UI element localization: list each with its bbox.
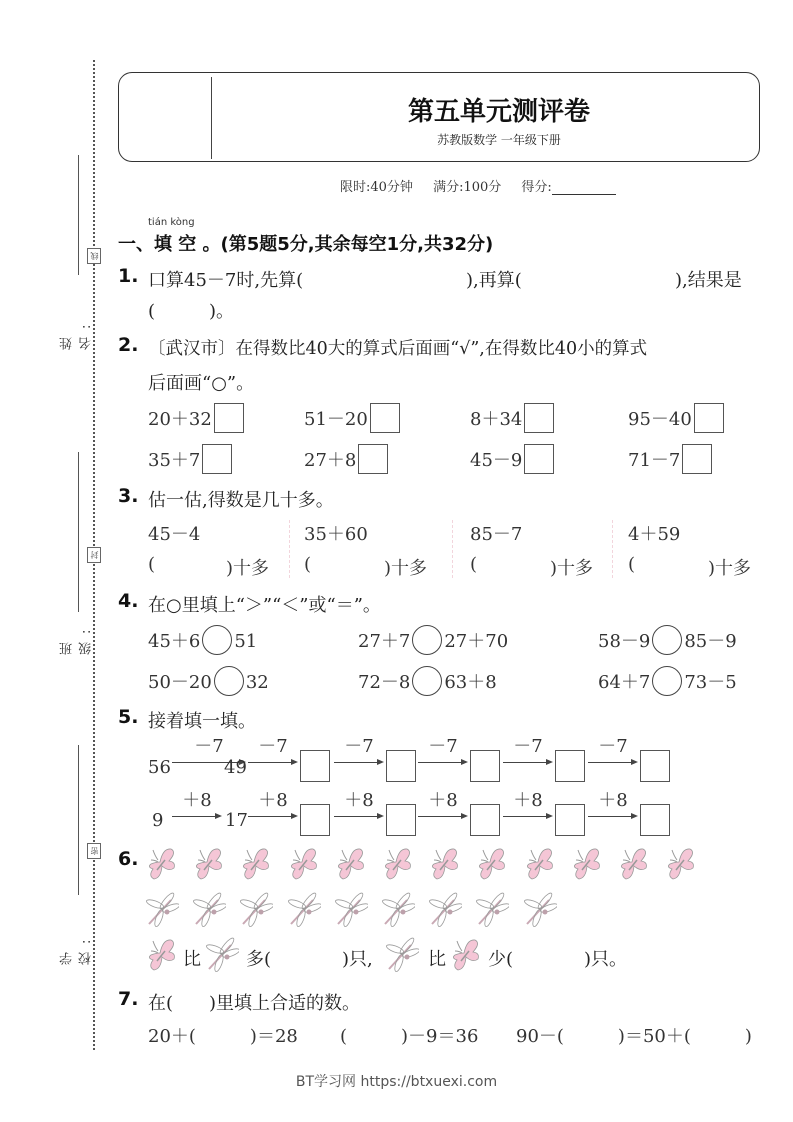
q4-item: 64＋7 73－5 — [598, 668, 737, 698]
answer-box[interactable] — [524, 403, 554, 433]
q3-answer-open: ( — [304, 554, 312, 575]
arrow-head-icon — [291, 759, 298, 765]
seq-answer-box[interactable] — [470, 804, 500, 836]
seq-answer-box[interactable] — [386, 804, 416, 836]
q3-separator — [289, 520, 290, 578]
time-limit: 限时:40分钟 — [340, 180, 413, 195]
arrow-head-icon — [546, 759, 553, 765]
cut-mark-line: 线 — [87, 248, 101, 264]
q3-answer-open: ( — [148, 554, 156, 575]
score-label: 得分: — [521, 180, 552, 195]
dragonfly-icon — [385, 937, 419, 973]
seq-answer-box[interactable] — [555, 804, 585, 836]
dragonfly-icon — [523, 892, 557, 928]
q3-answer-open: ( — [470, 554, 478, 575]
class-underline — [78, 452, 79, 612]
q2-item: 27＋8 — [304, 446, 388, 476]
q1-text-b: ),再算( — [466, 270, 522, 291]
butterfly-icon — [287, 846, 321, 882]
arrow-head-icon — [546, 813, 553, 819]
name-underline — [78, 155, 79, 275]
seq-arrow: －7 — [418, 738, 468, 768]
q7-number: 7. — [118, 988, 139, 1010]
butterfly-icon — [523, 846, 557, 882]
compare-circle[interactable] — [214, 666, 244, 696]
seq2-second: 17 — [225, 810, 248, 831]
seq-arrow: －7 — [172, 738, 246, 768]
answer-box[interactable] — [694, 403, 724, 433]
page-title: 第五单元测评卷 — [407, 97, 590, 127]
q7-eq1: 20＋( )＝28 — [148, 1026, 298, 1047]
seq-arrow: －7 — [248, 738, 298, 768]
seq2-start: 9 — [152, 810, 164, 831]
dragonfly-icon — [145, 892, 179, 928]
q3-number: 3. — [118, 485, 139, 507]
score-blank[interactable] — [552, 182, 616, 195]
q4-item: 58－9 85－9 — [598, 627, 737, 657]
q3-answer-open: ( — [628, 554, 636, 575]
q1-text-line2: ( )。 — [148, 301, 235, 322]
answer-box[interactable] — [524, 444, 554, 474]
arrow-head-icon — [377, 759, 384, 765]
header-box — [118, 72, 760, 162]
dragonfly-icon — [475, 892, 509, 928]
butterfly-icon — [192, 846, 226, 882]
compare-circle[interactable] — [652, 666, 682, 696]
full-score: 满分:100分 — [433, 180, 502, 195]
seq-answer-box[interactable] — [300, 804, 330, 836]
dragonfly-icon — [428, 892, 462, 928]
seq-arrow: －7 — [503, 738, 553, 768]
q6-number: 6. — [118, 848, 139, 870]
butterfly-icon — [617, 846, 651, 882]
class-label: 班 级: — [60, 621, 94, 655]
school-underline — [78, 745, 79, 895]
seq-arrow: ＋8 — [503, 792, 553, 822]
seq-answer-box[interactable] — [640, 804, 670, 836]
seq-arrow: －7 — [334, 738, 384, 768]
seq-arrow: ＋8 — [334, 792, 384, 822]
seq-answer-box[interactable] — [300, 750, 330, 782]
q1-number: 1. — [118, 265, 139, 287]
q3-answer-close: )十多 — [708, 558, 752, 579]
q4-item: 45＋6 51 — [148, 627, 257, 657]
answer-box[interactable] — [214, 403, 244, 433]
section-title: 一、填 空 。(第5题5分,其余每空1分,共32分) — [118, 234, 494, 255]
seq-arrow: ＋8 — [172, 792, 222, 822]
q2-text-line1: 〔武汉市〕在得数比40大的算式后面画“√”,在得数比40小的算式 — [148, 339, 648, 359]
page-subtitle: 苏教版数学 一年级下册 — [437, 133, 561, 147]
butterfly-icon — [664, 846, 698, 882]
q3-title: 估一估,得数是几十多。 — [148, 490, 334, 511]
dragonfly-icon — [334, 892, 368, 928]
compare-circle[interactable] — [412, 666, 442, 696]
arrow-head-icon — [631, 813, 638, 819]
q2-item: 45－9 — [470, 446, 554, 476]
q4-item: 72－8 63＋8 — [358, 668, 497, 698]
butterfly-icon — [145, 937, 179, 973]
seq-arrow: －7 — [588, 738, 638, 768]
q2-number: 2. — [118, 334, 139, 356]
school-label: 学 校: — [60, 931, 94, 965]
q1-text-a: 口算45－7时,先算( — [148, 270, 304, 291]
answer-box[interactable] — [370, 403, 400, 433]
q3-answer-close: )十多 — [550, 558, 594, 579]
butterfly-icon — [239, 846, 273, 882]
butterfly-icon — [570, 846, 604, 882]
seq1-start: 56 — [148, 757, 171, 778]
seq1-second: 49 — [224, 757, 247, 778]
seq-answer-box[interactable] — [470, 750, 500, 782]
name-label: 姓 名: — [60, 316, 94, 350]
q2-item: 71－7 — [628, 446, 712, 476]
butterfly-icon — [145, 846, 179, 882]
q4-item: 50－20 32 — [148, 668, 269, 698]
q4-number: 4. — [118, 590, 139, 612]
arrow-head-icon — [291, 813, 298, 819]
cut-mark-secret: 密 — [87, 843, 101, 859]
q4-title: 在○里填上“＞”“＜”或“＝”。 — [148, 595, 381, 616]
butterfly-icon — [381, 846, 415, 882]
arrow-head-icon — [631, 759, 638, 765]
answer-box[interactable] — [682, 444, 712, 474]
q3-expr: 45－4 — [148, 524, 201, 545]
butterfly-icon — [334, 846, 368, 882]
q7-eq2: ( )－9＝36 — [340, 1026, 479, 1047]
q3-expr: 35＋60 — [304, 524, 368, 545]
butterfly-icon — [475, 846, 509, 882]
q2-item: 20＋32 — [148, 405, 244, 435]
q7-eq3: 90－( )＝50＋( ) — [516, 1026, 752, 1047]
seq-answer-box[interactable] — [386, 750, 416, 782]
q7-title: 在( )里填上合适的数。 — [148, 993, 361, 1014]
q2-item: 95－40 — [628, 405, 724, 435]
seq-arrow: ＋8 — [248, 792, 298, 822]
q2-item: 51－20 — [304, 405, 400, 435]
q3-separator — [612, 520, 613, 578]
dragonfly-icon — [239, 892, 273, 928]
dragonfly-icon — [192, 892, 226, 928]
q3-expr: 4＋59 — [628, 524, 681, 545]
answer-box[interactable] — [202, 444, 232, 474]
cut-mark-seal: 封 — [87, 547, 101, 563]
q1-text-c: ),结果是 — [675, 270, 742, 291]
q2-text-line2: 后面画“○”。 — [148, 373, 255, 394]
compare-circle[interactable] — [412, 625, 442, 655]
q3-answer-close: )十多 — [226, 558, 270, 579]
butterfly-icon — [428, 846, 462, 882]
compare-circle[interactable] — [202, 625, 232, 655]
arrow-head-icon — [377, 813, 384, 819]
q2-item: 8＋34 — [470, 405, 554, 435]
arrow-head-icon — [461, 759, 468, 765]
dragonfly-icon — [287, 892, 321, 928]
watermark: BT学习网 https://btxuexi.com — [295, 1074, 498, 1090]
q2-item: 35＋7 — [148, 446, 232, 476]
q3-expr: 85－7 — [470, 524, 523, 545]
q3-answer-close: )十多 — [384, 558, 428, 579]
q4-item: 27＋7 27＋70 — [358, 627, 508, 657]
dragonfly-icon — [381, 892, 415, 928]
seq-arrow: ＋8 — [588, 792, 638, 822]
seq-answer-box[interactable] — [555, 750, 585, 782]
seq-arrow: ＋8 — [418, 792, 468, 822]
compare-circle[interactable] — [652, 625, 682, 655]
dragonfly-icon — [205, 937, 239, 973]
section-pinyin: tián kòng — [148, 217, 195, 228]
arrow-head-icon — [215, 813, 222, 819]
arrow-head-icon — [461, 813, 468, 819]
q5-number: 5. — [118, 706, 139, 728]
butterfly-icon — [449, 937, 483, 973]
seq-answer-box[interactable] — [640, 750, 670, 782]
q3-separator — [452, 520, 453, 578]
exam-meta — [340, 176, 616, 195]
answer-box[interactable] — [358, 444, 388, 474]
q5-title: 接着填一填。 — [148, 711, 256, 732]
